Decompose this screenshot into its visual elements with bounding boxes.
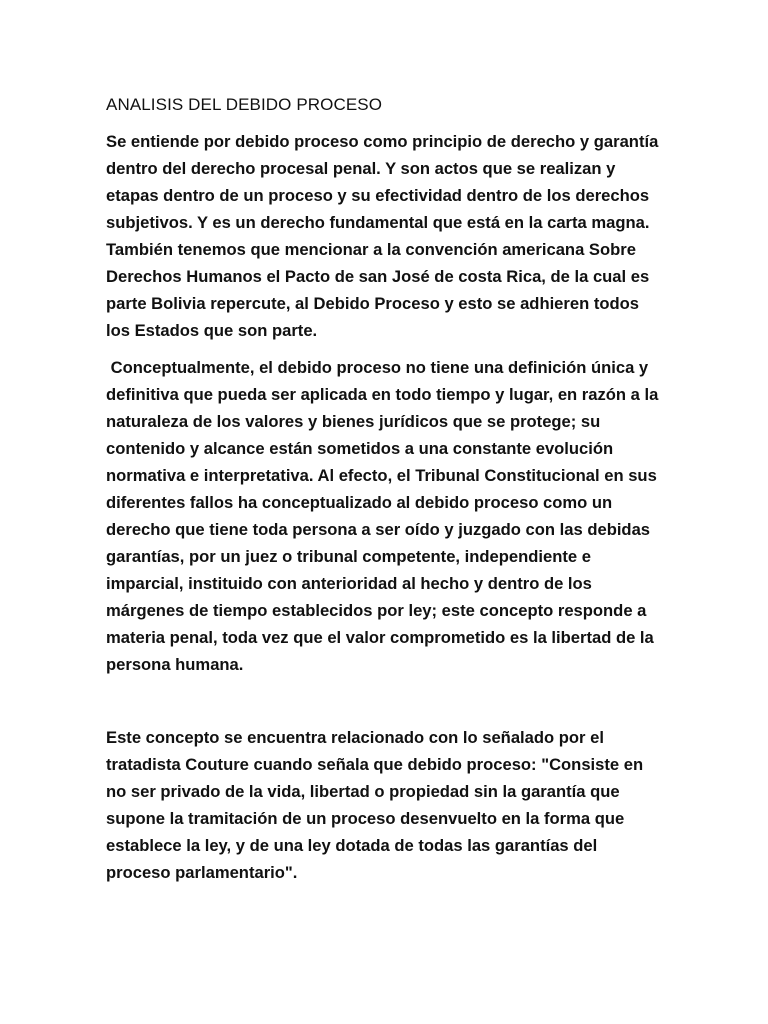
paragraph-definition: Se entiende por debido proceso como principio de derecho y garantía dentro del derecho procesal penal. Y son actos que se realizan y etapas dentro de un proceso y su efectividad dentro de los derechos subjetivos. Y es un derecho fundamental que está en la carta magna. También tenemos que mencionar a la convención americana Sobre Derechos Humanos el Pacto de san José de costa Rica, de la cual es parte Bolivia repercute, al Debido Proceso y esto se adhieren todos los Estados que son parte. [106, 132, 663, 340]
document-page [106, 92, 666, 886]
paragraph-conceptual: Conceptualmente, el debido proceso no tiene una definición única y definitiva que pueda ser aplicada en todo tiempo y lugar, en razón a la naturaleza de los valores y bienes jurídicos que se protege; su contenido y alcance están sometidos a una constante evolución normativa e interpretativa. Al efecto, el Tribunal Constitucional en sus diferentes fallos ha conceptualizado al debido proceso como un derecho que tiene toda persona a ser oído y juzgado con las debidas garantías, por un juez o tribunal competente, independiente e imparcial, instituido con anterioridad al hecho y dentro de los márgenes de tiempo establecidos por ley; este concepto responde a materia penal, toda vez que el valor comprometido es la libertad de la persona humana. [106, 358, 663, 674]
document-title: ANALISIS DEL DEBIDO PROCESO [106, 95, 383, 114]
paragraph-couture: Este concepto se encuentra relacionado con lo señalado por el tratadista Couture cuando señala que debido proceso: "Consiste en no ser privado de la vida, libertad o propiedad sin la garantía que supone la tramitación de un proceso desenvuelto en la forma que establece la ley, y de una ley dotada de todas las garantías del proceso parlamentario". [106, 728, 648, 882]
